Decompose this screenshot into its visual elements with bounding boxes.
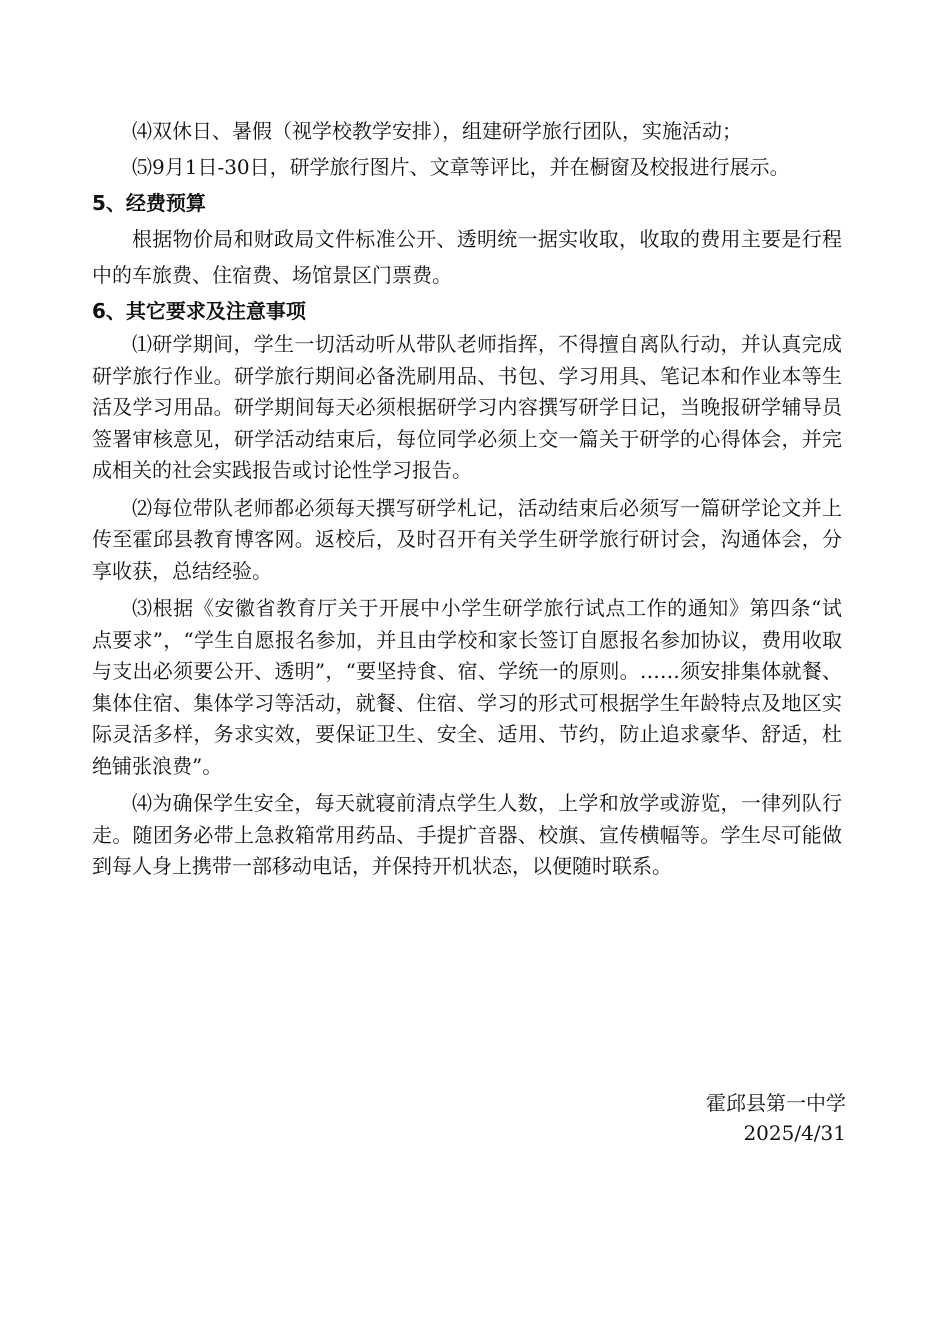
- schedule-item-4: ⑷双休日、暑假（视学校教学安排），组建研学旅行团队，实施活动；: [132, 119, 742, 143]
- requirement-item-1: ⑴研学期间，学生一切活动听从带队老师指挥，不得擅自离队行动，并认真完成研学旅行作业。研学旅行期间必备洗刷用品、书包、学习用具、笔记本和作业本等生活及学习用品。研学期间每天必须根据研学习内容撰写研学日记，当晚报研学辅导员签署审核意见，研学活动结束后，每位同学必须上交一篇关于研学的心得体会，并完成相关的社会实践报告或讨论性学习报告。: [92, 332, 842, 482]
- requirement-item-3: ⑶根据《安徽省教育厅关于开展中小学生研学旅行试点工作的通知》第四条“试点要求”，“学生自愿报名参加，并且由学校和家长签订自愿报名参加协议，费用收取与支出必须要公开、透明”，“要坚持食、宿、学统一的原则。……须安排集体就餐、集体住宿、集体学习等活动，就餐、住宿、学习的形式可根据学生年龄特点及地区实际灵活多样，务求实效，要保证卫生、安全、适用、节约，防止追求豪华、舒适，杜绝铺张浪费”。: [92, 596, 842, 778]
- document-body: [92, 113, 842, 889]
- requirement-item-4: ⑷为确保学生安全，每天就寝前清点学生人数，上学和放学或游览，一律列队行走。随团务必带上急救箱常用药品、手提扩音器、校旗、宣传横幅等。学生尽可能做到每人身上携带一部移动电话，并保持开机状态，以便随时联系。: [92, 791, 842, 878]
- budget-text: 根据物价局和财政局文件标准公开、透明统一据实收取，收取的费用主要是行程中的车旅费、住宿费、场馆景区门票费。: [92, 227, 842, 287]
- requirement-item-2: ⑵每位带队老师都必须每天撰写研学札记，活动结束后必须写一篇研学论文并上传至霍邱县教育博客网。返校后，及时召开有关学生研学旅行研讨会，沟通体会，分享收获，总结经验。: [92, 495, 842, 583]
- signature-block: [706, 1088, 846, 1148]
- signature-date: 2025/4/31: [743, 1121, 846, 1145]
- schedule-item-5: ⑸9月1日-30日，研学旅行图片、文章等评比，并在橱窗及校报进行展示。: [132, 155, 790, 179]
- signature-organization: 霍邱县第一中学: [706, 1091, 846, 1115]
- requirements-heading: 6、其它要求及注意事项: [92, 299, 306, 323]
- budget-heading: 5、经费预算: [92, 191, 206, 215]
